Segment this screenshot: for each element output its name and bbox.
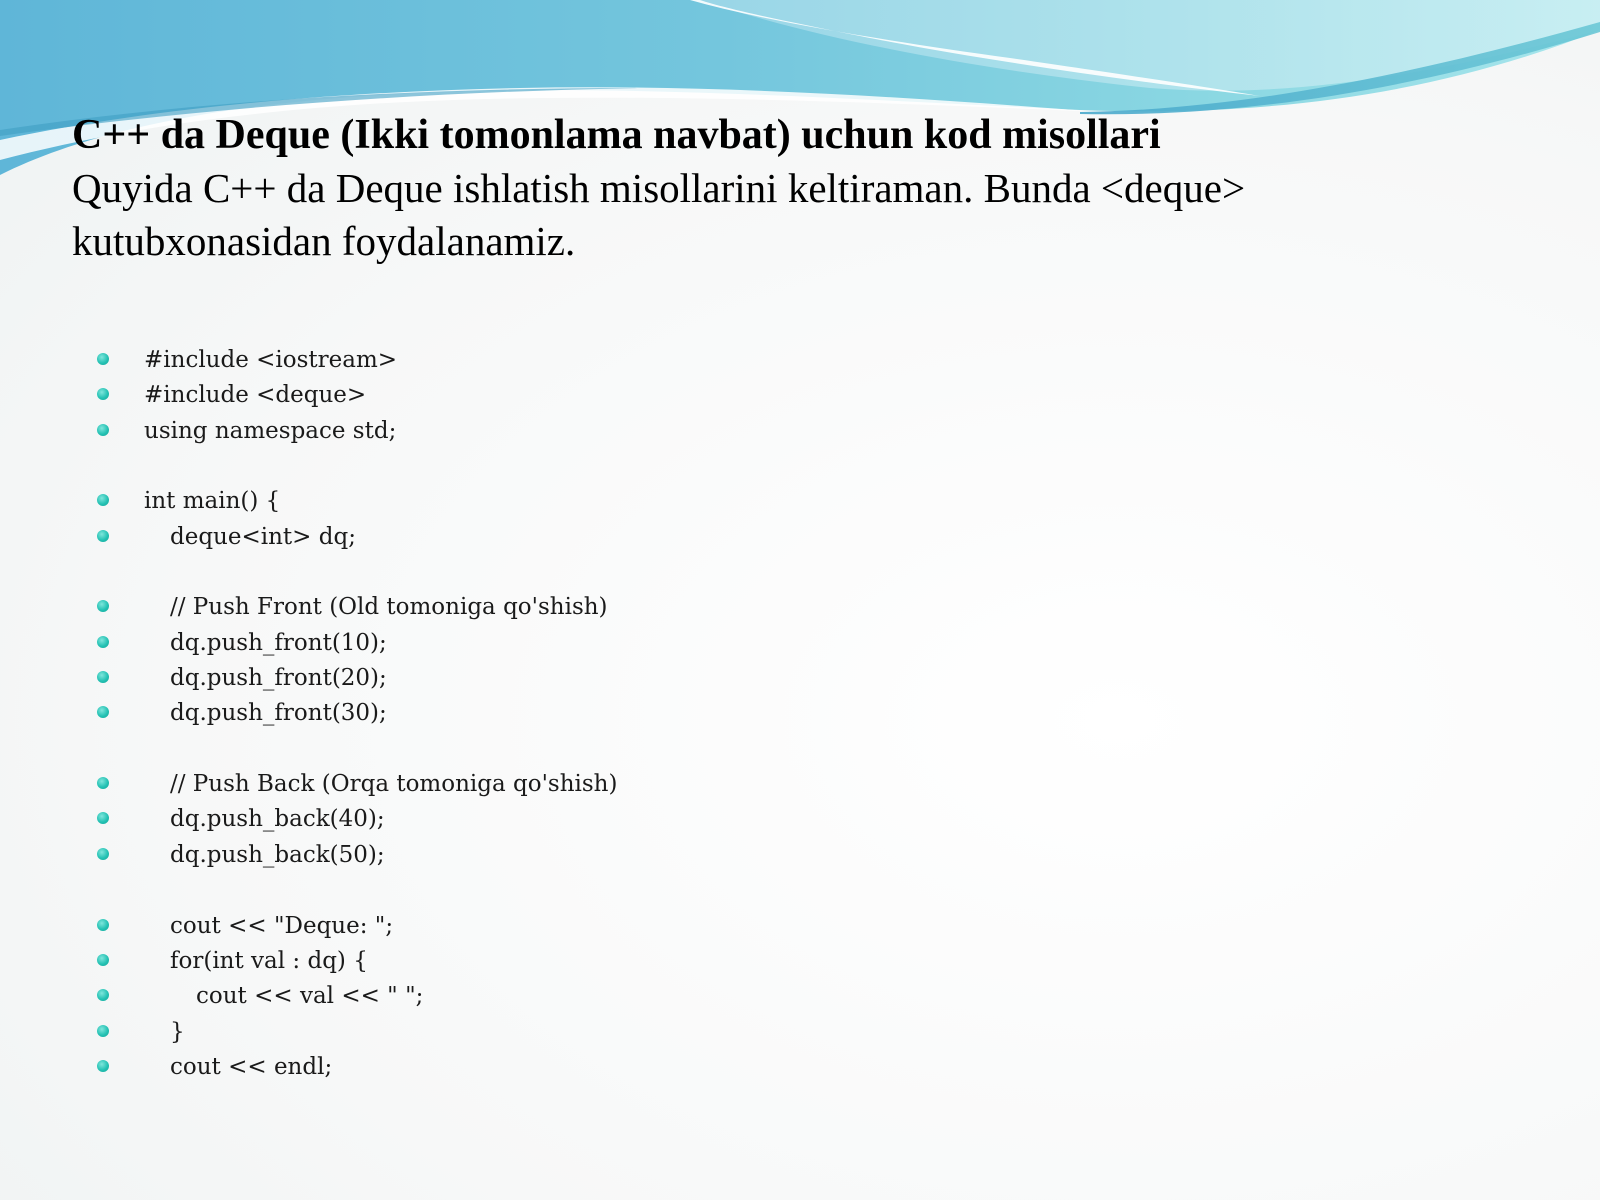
bullet-icon xyxy=(97,530,109,542)
slide-subtitle-line2: kutubxonasidan foydalanamiz. xyxy=(72,218,576,264)
bullet-icon xyxy=(97,424,109,436)
code-line-text: cout << endl; xyxy=(170,1053,333,1080)
code-line-text: #include <deque> xyxy=(144,382,367,409)
code-line-text: dq.push_back(40); xyxy=(170,806,385,833)
bullet-icon xyxy=(97,636,109,648)
bullet-icon xyxy=(97,919,109,931)
code-line-text: int main() { xyxy=(144,488,281,515)
code-line-text: cout << val << " "; xyxy=(196,983,424,1010)
bullet-icon xyxy=(97,1060,109,1072)
code-line-text: #include <iostream> xyxy=(144,347,398,373)
code-line-text: } xyxy=(170,1018,185,1045)
code-line-text: dq.push_front(20); xyxy=(170,665,387,692)
bullet-icon xyxy=(97,989,109,1001)
code-line-text: cout << "Deque: "; xyxy=(170,912,394,939)
bullet-icon xyxy=(97,777,109,789)
slide-title: C++ da Deque (Ikki tomonlama navbat) uchun kod misollari xyxy=(72,112,1161,158)
code-line-text: using namespace std; xyxy=(144,417,397,444)
code-line-text: // Push Front (Old tomoniga qo'shish) xyxy=(170,594,608,621)
bullet-icon xyxy=(97,954,109,966)
code-line-text: for(int val : dq) { xyxy=(170,947,368,974)
bullet-icon xyxy=(97,1025,109,1037)
bullet-icon xyxy=(97,812,109,824)
bullet-icon xyxy=(97,600,109,612)
code-line-text: dq.push_front(30); xyxy=(170,700,387,727)
bullet-icon xyxy=(97,388,109,400)
slide-subtitle-line1: Quyida C++ da Deque ishlatish misollarini keltiraman. Bunda <deque> xyxy=(72,165,1246,211)
bullet-icon xyxy=(97,706,109,718)
title-block xyxy=(72,108,1552,268)
bullet-icon xyxy=(97,848,109,860)
bullet-icon xyxy=(97,494,109,506)
code-line-text: // Push Back (Orqa tomoniga qo'shish) xyxy=(170,771,618,798)
code-line-text: deque<int> dq; xyxy=(170,523,356,550)
code-line-text: dq.push_front(10); xyxy=(170,629,387,656)
bullet-icon xyxy=(97,353,109,365)
bullet-icon xyxy=(97,671,109,683)
code-line-text: dq.push_back(50); xyxy=(170,841,385,868)
